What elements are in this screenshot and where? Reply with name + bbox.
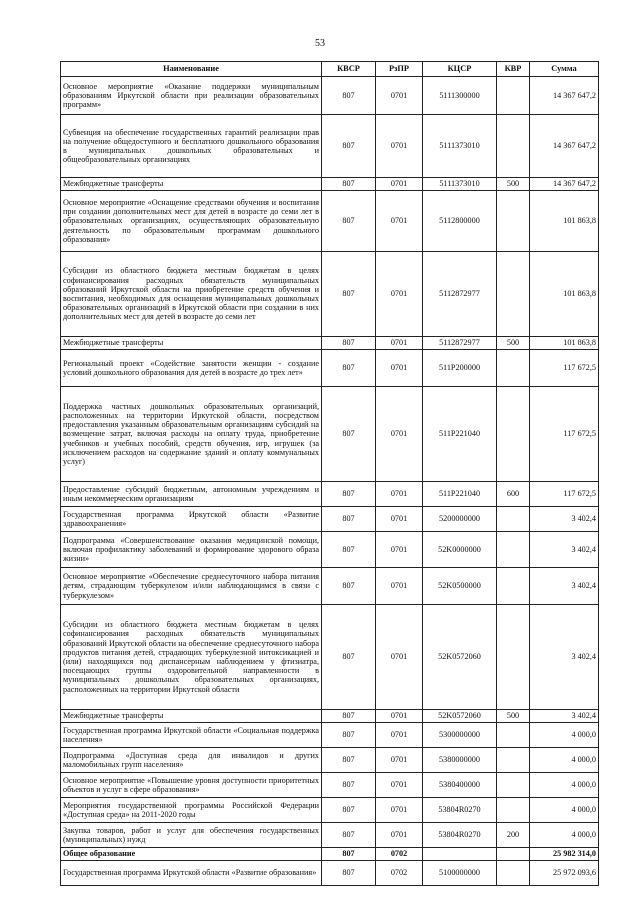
cell-sum: 14 367 647,2 (530, 77, 599, 115)
cell-kcsr: 511P200000 (423, 350, 497, 387)
cell-kvr (497, 568, 530, 605)
cell-kvr (497, 848, 530, 861)
cell-rzpr: 0702 (376, 848, 423, 861)
cell-sum: 3 402,4 (530, 568, 599, 605)
cell-kvr (497, 532, 530, 568)
cell-kvsr: 807 (322, 848, 376, 861)
cell-kvsr: 807 (322, 252, 376, 337)
cell-kcsr: 5200000000 (423, 507, 497, 532)
cell-kvr (497, 723, 530, 748)
cell-kvsr: 807 (322, 178, 376, 191)
cell-name: Субсидии из областного бюджета местным бюджетам в целях софинансирования расходных обязательств муниципальных образований Иркутской области на приобретение средств обучения и воспитания, необходимых для оснащения муниципальных дошкольных образовательных организаций в Иркутской области при создании в них дополнительных мест для детей в возрасте до семи лет (61, 252, 322, 337)
cell-kvr (497, 191, 530, 252)
cell-rzpr: 0701 (376, 605, 423, 710)
table-row (61, 178, 599, 191)
cell-rzpr: 0701 (376, 568, 423, 605)
table-row (61, 482, 599, 507)
cell-kcsr: 52K0572060 (423, 710, 497, 723)
cell-name: Основное мероприятие «Обеспечение среднесуточного набора питания детям, страдающим туберкулезом и/или наблюдающимся в связи с туберкулезом» (61, 568, 322, 605)
header-name: Наименование (61, 62, 322, 77)
cell-sum: 101 863,8 (530, 191, 599, 252)
cell-kvr (497, 605, 530, 710)
cell-name: Предоставление субсидий бюджетным, автономным учреждениям и иным некоммерческим организациям (61, 482, 322, 507)
cell-kcsr (423, 848, 497, 861)
cell-name: Субвенция на обеспечение государственных гарантий реализации прав на получение общедоступного и бесплатного дошкольного образования в муниципальных дошкольных образовательных и общеобразовательных организациях (61, 115, 322, 178)
cell-name: Государственная программа Иркутской области «Развитие образования» (61, 861, 322, 886)
cell-sum: 14 367 647,2 (530, 115, 599, 178)
cell-kvr: 200 (497, 823, 530, 848)
table-row (61, 748, 599, 773)
cell-kcsr: 53804R0270 (423, 798, 497, 823)
cell-kvsr: 807 (322, 861, 376, 886)
table-row (61, 252, 599, 337)
cell-name: Государственная программа Иркутской области «Социальная поддержка населения» (61, 723, 322, 748)
cell-kvsr: 807 (322, 482, 376, 507)
cell-kcsr: 5300000000 (423, 723, 497, 748)
cell-kvr (497, 748, 530, 773)
cell-kcsr: 511P221040 (423, 387, 497, 482)
cell-kvsr: 807 (322, 798, 376, 823)
cell-kvr (497, 387, 530, 482)
cell-sum: 25 972 093,6 (530, 861, 599, 886)
cell-kvr: 500 (497, 710, 530, 723)
cell-rzpr: 0701 (376, 823, 423, 848)
cell-sum: 4 000,0 (530, 798, 599, 823)
cell-rzpr: 0701 (376, 77, 423, 115)
cell-name: Межбюджетные трансферты (61, 710, 322, 723)
cell-kvr (497, 77, 530, 115)
cell-sum: 4 000,0 (530, 748, 599, 773)
table-row (61, 115, 599, 178)
header-rzpr: РзПР (376, 62, 423, 77)
cell-kvr (497, 252, 530, 337)
table-row (61, 387, 599, 482)
cell-rzpr: 0701 (376, 723, 423, 748)
cell-rzpr: 0701 (376, 350, 423, 387)
cell-name: Субсидии из областного бюджета местным бюджетам в целях софинансирования расходных обязательств муниципальных образований Иркутской области на обеспечение среднесуточного набора продуктов питания детей, страдающих туберкулезной интоксикацией и (или) находящихся под диспансерным наблюдением у фтизиатра, посещающих группы оздоровительной направленности в муниципальных дошкольных образовательных организациях, расположенных на территории Иркутской области (61, 605, 322, 710)
cell-sum: 117 672,5 (530, 350, 599, 387)
table-header-row (61, 62, 599, 77)
page-number: 53 (315, 38, 325, 49)
table-row (61, 605, 599, 710)
cell-kvsr: 807 (322, 532, 376, 568)
cell-sum: 4 000,0 (530, 823, 599, 848)
cell-kvsr: 807 (322, 605, 376, 710)
cell-rzpr: 0701 (376, 115, 423, 178)
cell-kcsr: 5111300000 (423, 77, 497, 115)
cell-kcsr: 5380400000 (423, 773, 497, 798)
cell-sum: 14 367 647,2 (530, 178, 599, 191)
cell-kcsr: 511P221040 (423, 482, 497, 507)
cell-kvsr: 807 (322, 568, 376, 605)
cell-kcsr: 5100000000 (423, 861, 497, 886)
cell-kvsr: 807 (322, 350, 376, 387)
cell-sum: 25 982 314,0 (530, 848, 599, 861)
cell-kvr (497, 773, 530, 798)
cell-sum: 3 402,4 (530, 532, 599, 568)
cell-kcsr: 5380000000 (423, 748, 497, 773)
cell-kvsr: 807 (322, 748, 376, 773)
table-row (61, 191, 599, 252)
cell-kvsr: 807 (322, 77, 376, 115)
cell-kvr (497, 350, 530, 387)
table-row (61, 848, 599, 861)
table-row (61, 350, 599, 387)
cell-name: Общее образование (61, 848, 322, 861)
cell-sum: 3 402,4 (530, 710, 599, 723)
cell-rzpr: 0701 (376, 191, 423, 252)
cell-rzpr: 0701 (376, 798, 423, 823)
cell-kcsr: 5112872977 (423, 337, 497, 350)
cell-name: Межбюджетные трансферты (61, 178, 322, 191)
cell-sum: 101 863,8 (530, 337, 599, 350)
cell-name: Подпрограмма «Доступная среда для инвалидов и других маломобильных групп населения» (61, 748, 322, 773)
cell-kvr (497, 861, 530, 886)
cell-name: Основное мероприятие «Оснащение средствами обучения и воспитания при создании дополнительных мест для детей в возрасте до семи лет в образовательных организациях, осуществляющих образовательную деятельность по образовательным программам дошкольного образования» (61, 191, 322, 252)
cell-sum: 3 402,4 (530, 507, 599, 532)
cell-rzpr: 0701 (376, 507, 423, 532)
cell-name: Основное мероприятие «Повышение уровня доступности приоритетных объектов и услуг в сфере образования» (61, 773, 322, 798)
table-row (61, 507, 599, 532)
cell-name: Закупка товаров, работ и услуг для обеспечения государственных (муниципальных) нужд (61, 823, 322, 848)
header-kcsr: КЦСР (423, 62, 497, 77)
cell-sum: 3 402,4 (530, 605, 599, 710)
cell-rzpr: 0701 (376, 482, 423, 507)
cell-rzpr: 0701 (376, 387, 423, 482)
cell-name: Основное мероприятие «Оказание поддержки муниципальным образованиям Иркутской области при реализации образовательных программ» (61, 77, 322, 115)
table-row (61, 861, 599, 886)
table-row (61, 723, 599, 748)
header-sum: Сумма (530, 62, 599, 77)
cell-name: Региональный проект «Содействие занятости женщин - создание условий дошкольного образования для детей в возрасте до трех лет» (61, 350, 322, 387)
cell-sum: 101 863,8 (530, 252, 599, 337)
cell-kvr: 600 (497, 482, 530, 507)
cell-sum: 4 000,0 (530, 773, 599, 798)
cell-rzpr: 0701 (376, 337, 423, 350)
cell-rzpr: 0701 (376, 178, 423, 191)
cell-kvsr: 807 (322, 710, 376, 723)
table-row (61, 77, 599, 115)
cell-rzpr: 0701 (376, 252, 423, 337)
cell-sum: 117 672,5 (530, 482, 599, 507)
cell-kvsr: 807 (322, 507, 376, 532)
cell-kvr: 500 (497, 178, 530, 191)
cell-kcsr: 52K0500000 (423, 568, 497, 605)
cell-rzpr: 0702 (376, 861, 423, 886)
cell-name: Поддержка частных дошкольных образовательных организаций, расположенных на территории Иркутской области, посредством предоставления указанным образовательным организациям субсидий на возмещение затрат, включая расходы на оплату труда, приобретение учебников и учебных пособий, средств обучения, игр, игрушек (за исключением расходов на содержание зданий и оплату коммунальных услуг) (61, 387, 322, 482)
table-row (61, 773, 599, 798)
table-row (61, 337, 599, 350)
cell-rzpr: 0701 (376, 748, 423, 773)
cell-kvsr: 807 (322, 387, 376, 482)
cell-name: Государственная программа Иркутской области «Развитие здравоохранения» (61, 507, 322, 532)
budget-table (60, 61, 599, 886)
cell-kvsr: 807 (322, 191, 376, 252)
cell-kvsr: 807 (322, 337, 376, 350)
cell-kcsr: 53804R0270 (423, 823, 497, 848)
cell-name: Подпрограмма «Совершенствование оказания медицинской помощи, включая профилактику заболеваний и формирование здорового образа жизни» (61, 532, 322, 568)
table-body (61, 77, 599, 886)
table-row (61, 710, 599, 723)
cell-kcsr: 52K0572060 (423, 605, 497, 710)
cell-kvr (497, 115, 530, 178)
cell-rzpr: 0701 (376, 773, 423, 798)
cell-sum: 117 672,5 (530, 387, 599, 482)
table-row (61, 568, 599, 605)
cell-rzpr: 0701 (376, 710, 423, 723)
cell-sum: 4 000,0 (530, 723, 599, 748)
table-row (61, 823, 599, 848)
cell-kvr (497, 507, 530, 532)
cell-name: Мероприятия государственной программы Российской Федерации «Доступная среда» на 2011-2020 годы (61, 798, 322, 823)
cell-kcsr: 5111373010 (423, 115, 497, 178)
cell-kcsr: 52K0000000 (423, 532, 497, 568)
cell-kvsr: 807 (322, 773, 376, 798)
cell-kvsr: 807 (322, 723, 376, 748)
cell-kvr: 500 (497, 337, 530, 350)
table-row (61, 532, 599, 568)
cell-rzpr: 0701 (376, 532, 423, 568)
header-kvsr: КВСР (322, 62, 376, 77)
table-row (61, 798, 599, 823)
cell-kcsr: 5112872977 (423, 252, 497, 337)
cell-kvr (497, 798, 530, 823)
header-kvr: КВР (497, 62, 530, 77)
cell-kcsr: 5111373010 (423, 178, 497, 191)
cell-kvsr: 807 (322, 115, 376, 178)
cell-name: Межбюджетные трансферты (61, 337, 322, 350)
cell-kvsr: 807 (322, 823, 376, 848)
cell-kcsr: 5112800000 (423, 191, 497, 252)
